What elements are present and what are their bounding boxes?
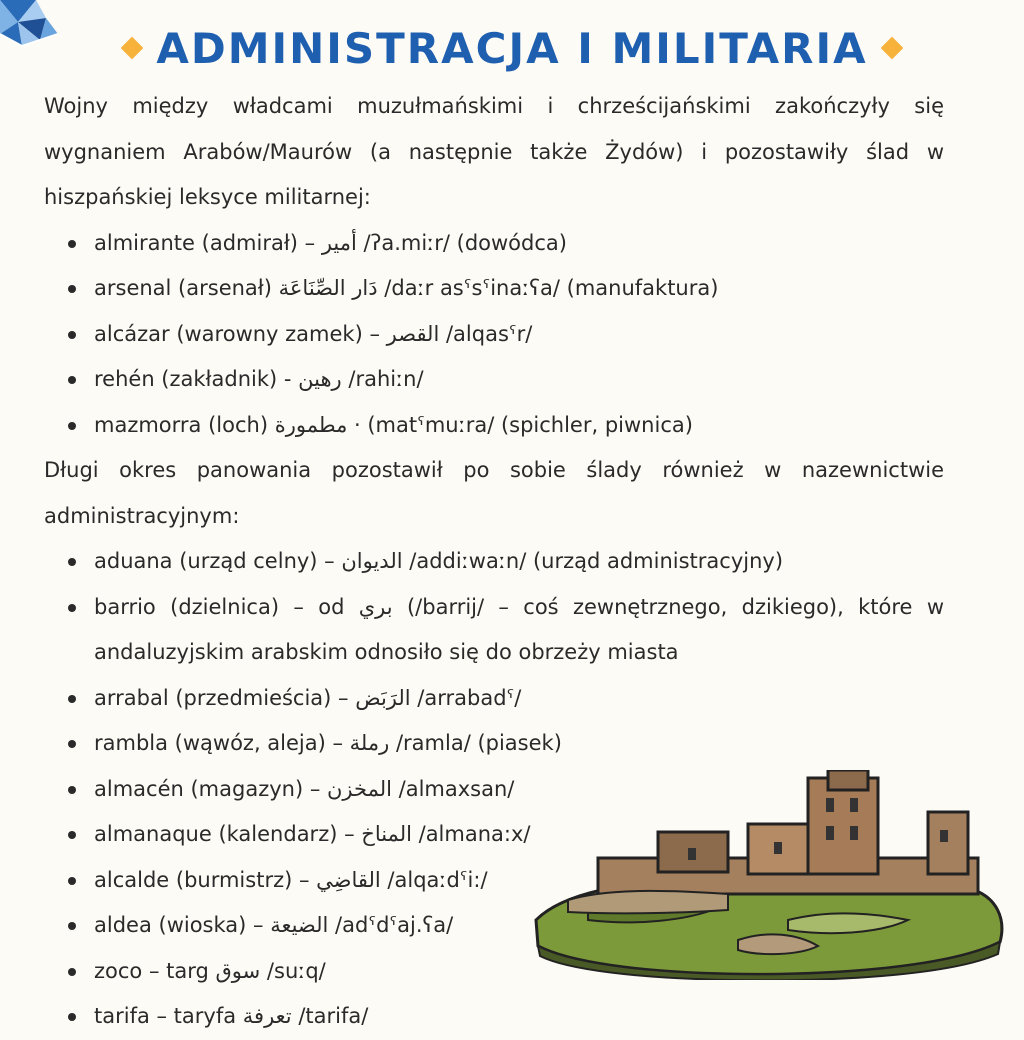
admin-paragraph: Długi okres panowania pozostawił po sobie ślady również w nazewnictwie administracyjnym: bbox=[44, 458, 944, 528]
list-item: almacén (magazyn) – المخزن /almaxsan/ bbox=[94, 767, 944, 813]
page-title: ADMINISTRACJA I MILITARIA bbox=[156, 23, 868, 73]
list-item: zoco – targ سوق /suːq/ bbox=[94, 949, 944, 995]
list-item: arrabal (przedmieścia) – الرَبَض /arrabadˤ/ bbox=[94, 676, 944, 722]
list-item: arsenal (arsenał) دَار الصِّنَاعَة /daːr asˤsˤinaːʕa/ (manufaktura) bbox=[94, 266, 944, 312]
list-item: rehén (zakładnik) - رهين /rahiːn/ bbox=[94, 357, 944, 403]
list-item: mazmorra (loch) مطمورة · (matˤmuːra/ (spichler, piwnica) bbox=[94, 403, 944, 449]
diamond-right-icon bbox=[880, 37, 903, 60]
list-item: almanaque (kalendarz) – المناخ /almana:x/ bbox=[94, 812, 944, 858]
intro-paragraph: Wojny między władcami muzułmańskimi i chrześcijańskimi zakończyły się wygnaniem Arabów/Maurów (a następnie także Żydów) i pozostawiły ślad w hiszpańskiej leksyce militarnej: bbox=[44, 94, 944, 209]
list-item: rambla (wąwóz, aleja) – رملة /ramla/ (piasek) bbox=[94, 721, 944, 767]
list-item: aldea (wioska) – الضيعة /adˤdˤaj.ʕa/ bbox=[94, 903, 944, 949]
list-item: tarifa – taryfa تعرفة /tarifa/ bbox=[94, 994, 944, 1040]
military-list bbox=[44, 221, 944, 449]
list-item: barrio (dzielnica) – od بري (/barrij/ – coś zewnętrznego, dzikiego), które w andaluzyjskim arabskim odnosiło się do obrzeży miasta bbox=[94, 585, 944, 676]
list-item: alcázar (warowny zamek) – القصر /alqasˤr/ bbox=[94, 312, 944, 358]
diamond-left-icon bbox=[121, 37, 144, 60]
list-item: almirante (admirał) – أمير /ʔa.miːr/ (dowódca) bbox=[94, 221, 944, 267]
header bbox=[0, 18, 1024, 78]
list-item: alcalde (burmistrz) – القاضِي /alqaːdˤi:/ bbox=[94, 858, 944, 904]
list-item: aduana (urząd celny) – الديوان /addiːwaːn/ (urząd administracyjny) bbox=[94, 539, 944, 585]
castle-on-hill-illustration bbox=[528, 770, 1008, 980]
